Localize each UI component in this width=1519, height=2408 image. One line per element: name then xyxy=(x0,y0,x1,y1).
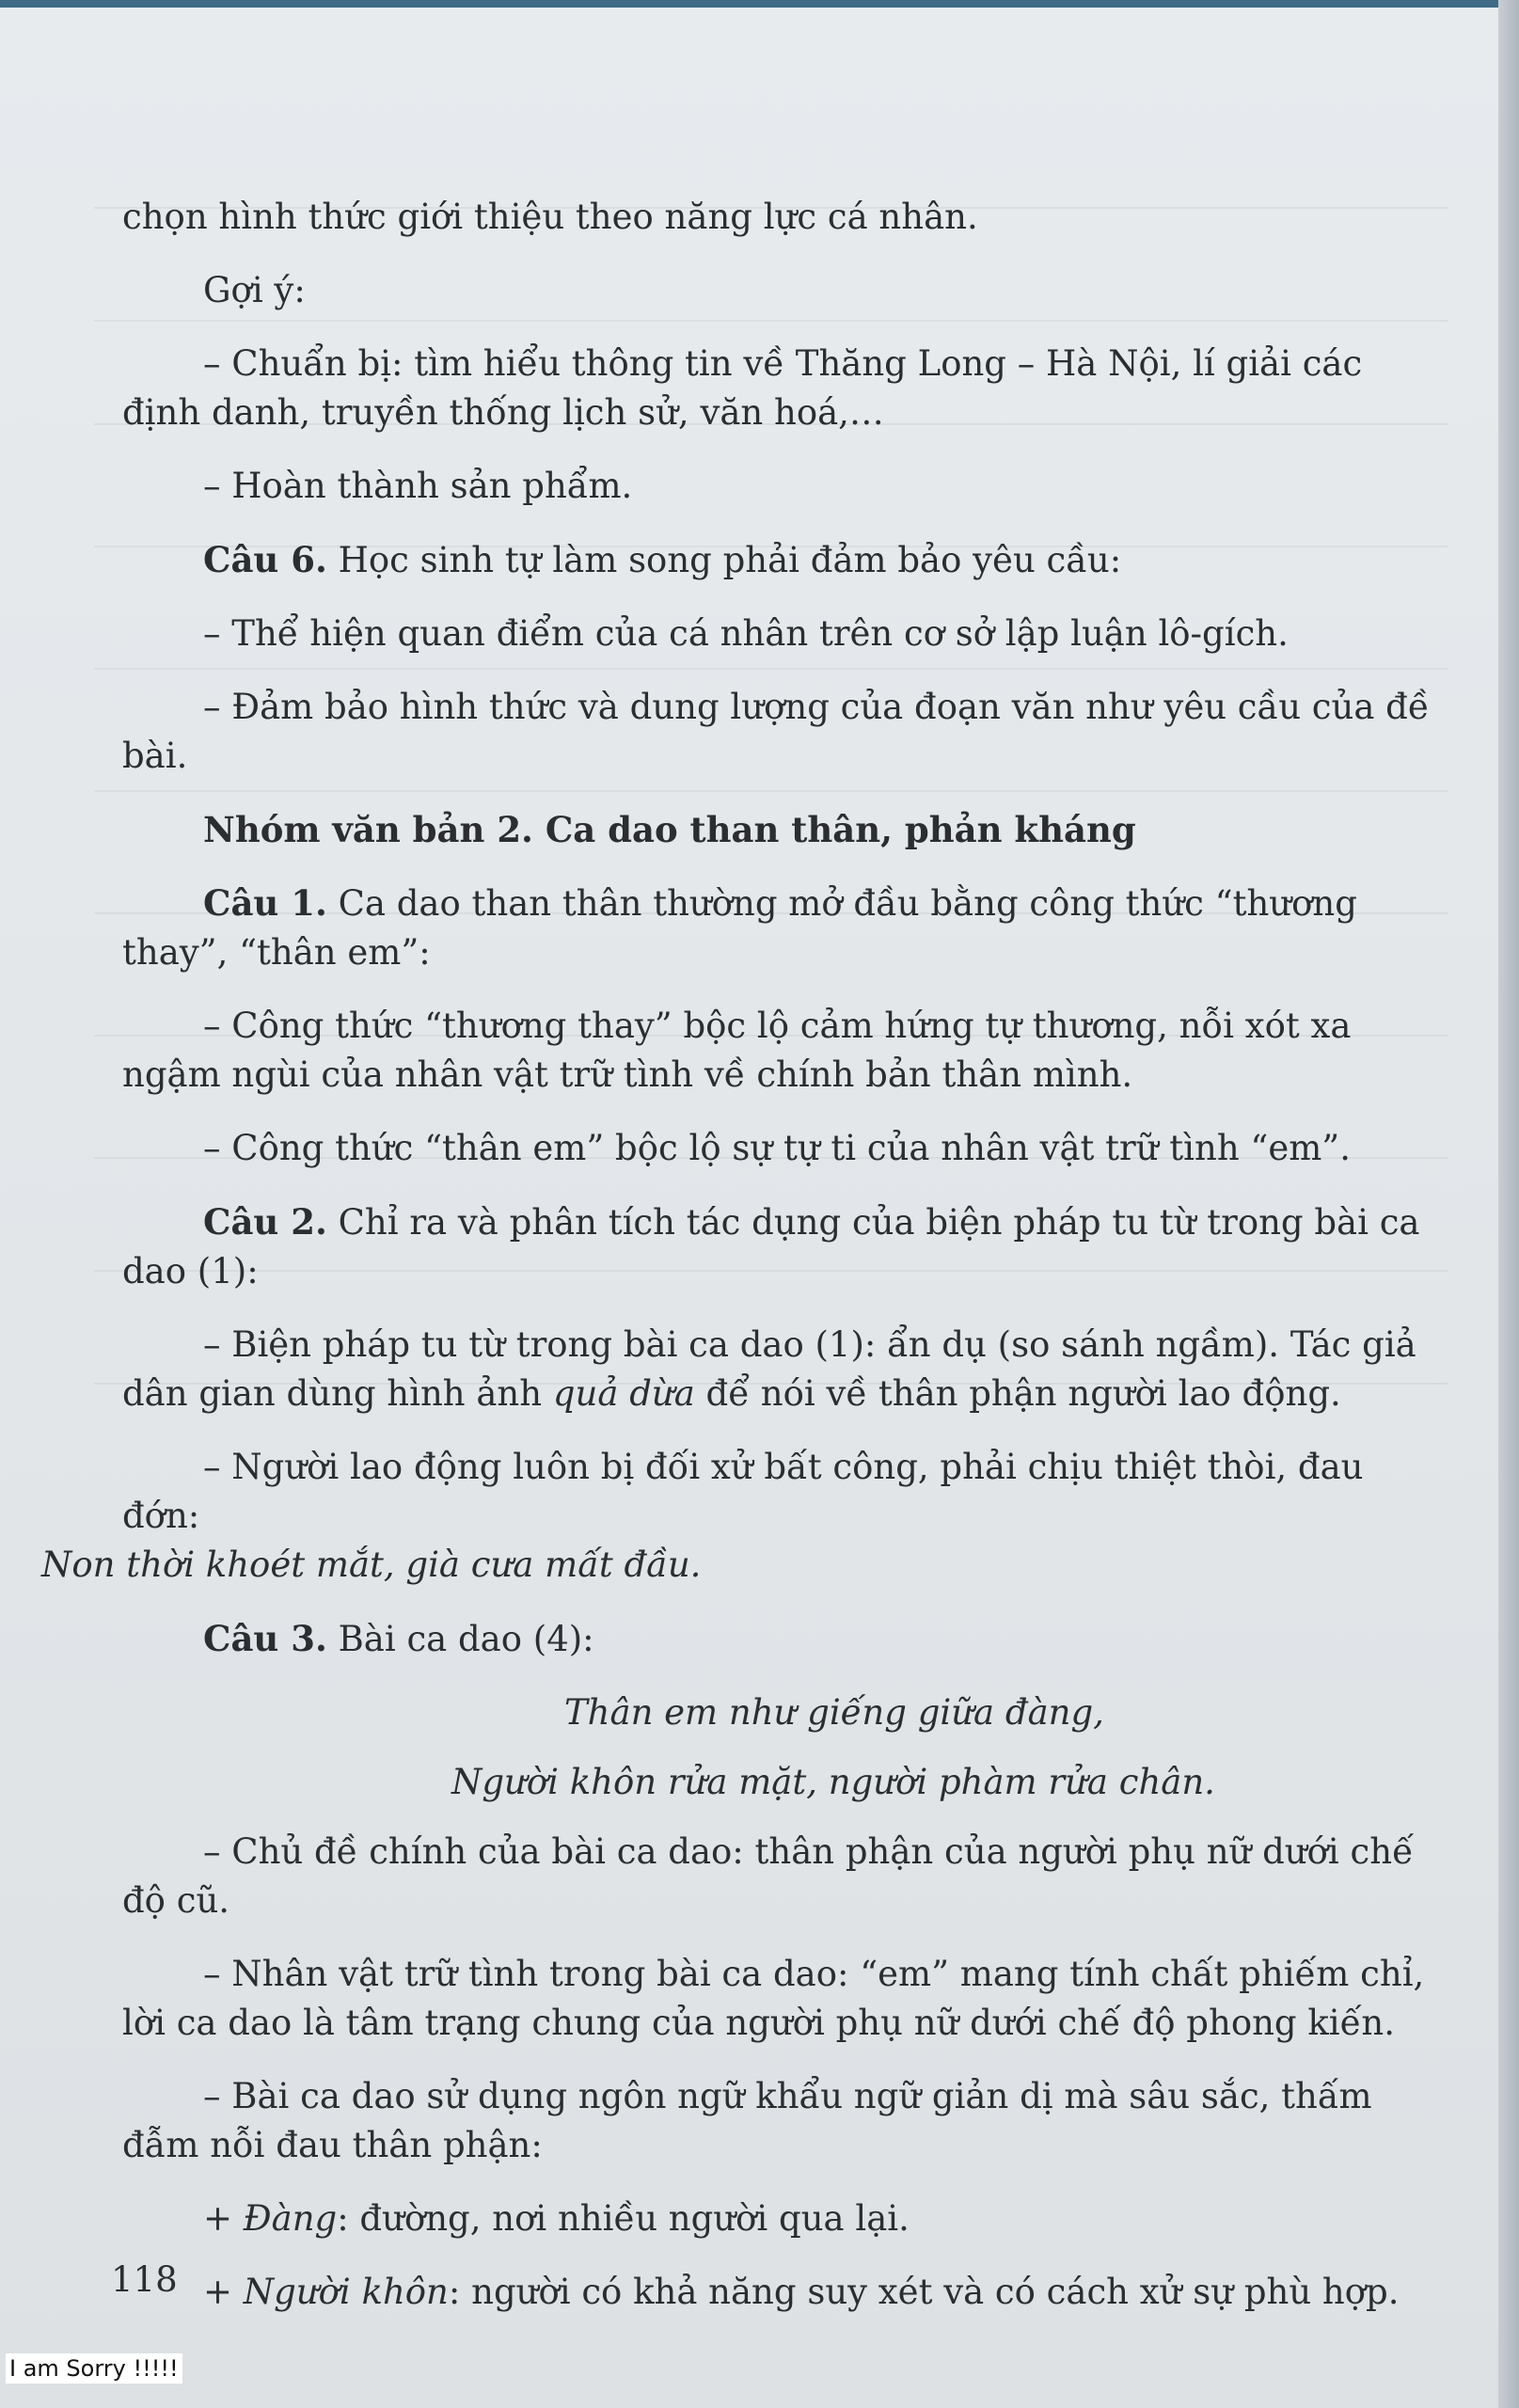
question-label: Câu 1. xyxy=(203,882,327,924)
italic-term: quả dừa xyxy=(552,1373,695,1414)
paragraph-thuong-thay: – Công thức “thương thay” bộc lộ cảm hứng tự thương, nỗi xót xa ngậm ngùi của nhân vật trữ tình về chính bản thân mình. xyxy=(122,1006,1352,1095)
italic-term: Đàng xyxy=(243,2198,338,2239)
text-segment: : đường, nơi nhiều người qua lại. xyxy=(337,2198,910,2239)
poem-line-1: Thân em như giếng giữa đàng, xyxy=(564,1692,1104,1733)
question-text: Học sinh tự làm song phải đảm bảo yêu cầu: xyxy=(326,540,1122,580)
paragraph-bien-phap xyxy=(122,1321,1444,1418)
paragraph-the-hien: – Thể hiện quan điểm của cá nhân trên cơ sở lập luận lô-gích. xyxy=(203,613,1289,654)
question-label: Câu 6. xyxy=(203,539,327,580)
paragraph-cau-3 xyxy=(122,1614,1444,1664)
overlay-caption: I am Sorry !!!!! xyxy=(6,2353,182,2384)
page-number: 118 xyxy=(111,2259,178,2300)
paragraph-than-em: – Công thức “thân em” bộc lộ sự tự ti của nhân vật trữ tình “em”. xyxy=(203,1128,1351,1168)
paragraph-nguoi-lao-dong xyxy=(41,1443,1444,1590)
page-top-edge xyxy=(0,0,1519,8)
paragraph-hoan-thanh: – Hoàn thành sản phẩm. xyxy=(203,466,633,506)
quoted-verse: Non thời khoét mắt, già cưa mất đầu. xyxy=(41,1545,702,1585)
text-segment: – Người lao động luôn bị đối xử bất công, phải chịu thiệt thòi, đau đớn: xyxy=(122,1447,1364,1536)
paragraph-ngon-ngu: – Bài ca dao sử dụng ngôn ngữ khẩu ngữ giản dị mà sâu sắc, thấm đẫm nỗi đau thân phận: xyxy=(122,2076,1372,2165)
poem-line-2: Người khôn rửa mặt, người phàm rửa chân. xyxy=(451,1762,1215,1802)
text-segment: : người có khả năng suy xét và có cách xử sự phù hợp. xyxy=(448,2272,1400,2312)
bullet-prefix: + xyxy=(203,2198,244,2239)
paragraph-intro: chọn hình thức giới thiệu theo năng lực cá nhân. xyxy=(122,197,978,237)
question-label: Câu 2. xyxy=(203,1201,327,1243)
bullet-prefix: + xyxy=(203,2272,244,2312)
section-heading: Nhóm văn bản 2. Ca dao than thân, phản kháng xyxy=(203,809,1136,850)
paragraph-chuan-bi: – Chuẩn bị: tìm hiểu thông tin về Thăng Long – Hà Nội, lí giải các định danh, truyền thống lịch sử, văn hoá,… xyxy=(122,343,1363,433)
paragraph-chu-de: – Chủ đề chính của bài ca dao: thân phận của người phụ nữ dưới chế độ cũ. xyxy=(122,1831,1414,1921)
paragraph-dam-bao: – Đảm bảo hình thức và dung lượng của đoạn văn như yêu cầu của đề bài. xyxy=(122,687,1430,776)
paragraph-nguoi-khon xyxy=(122,2268,1444,2317)
paragraph-cau-6 xyxy=(122,535,1444,585)
page-body xyxy=(41,193,1444,2341)
question-text: Ca dao than thân thường mở đầu bằng công thức “thương thay”, “thân em”: xyxy=(122,883,1357,973)
page-right-edge xyxy=(1498,0,1519,2408)
question-text: Chỉ ra và phân tích tác dụng của biện pháp tu từ trong bài ca dao (1): xyxy=(122,1202,1420,1291)
text-segment: – Biện pháp tu từ trong bài ca dao (1): ẩn dụ (so sánh ngầm). Tác giả dân gian dùng hình ảnh xyxy=(122,1324,1416,1414)
paragraph-goi-y: Gợi ý: xyxy=(203,270,306,310)
italic-term: Người khôn xyxy=(243,2272,449,2312)
question-text: Bài ca dao (4): xyxy=(326,1619,594,1659)
question-label: Câu 3. xyxy=(203,1618,327,1659)
paragraph-nhan-vat: – Nhân vật trữ tình trong bài ca dao: “em” mang tính chất phiếm chỉ, lời ca dao là tâm trạng chung của người phụ nữ dưới chế độ phong kiến. xyxy=(122,1954,1425,2043)
paragraph-cau-1 xyxy=(122,879,1444,977)
paragraph-cau-2 xyxy=(122,1197,1444,1296)
text-segment: để nói về thân phận người lao động. xyxy=(694,1373,1341,1414)
paragraph-dang xyxy=(122,2194,1444,2243)
